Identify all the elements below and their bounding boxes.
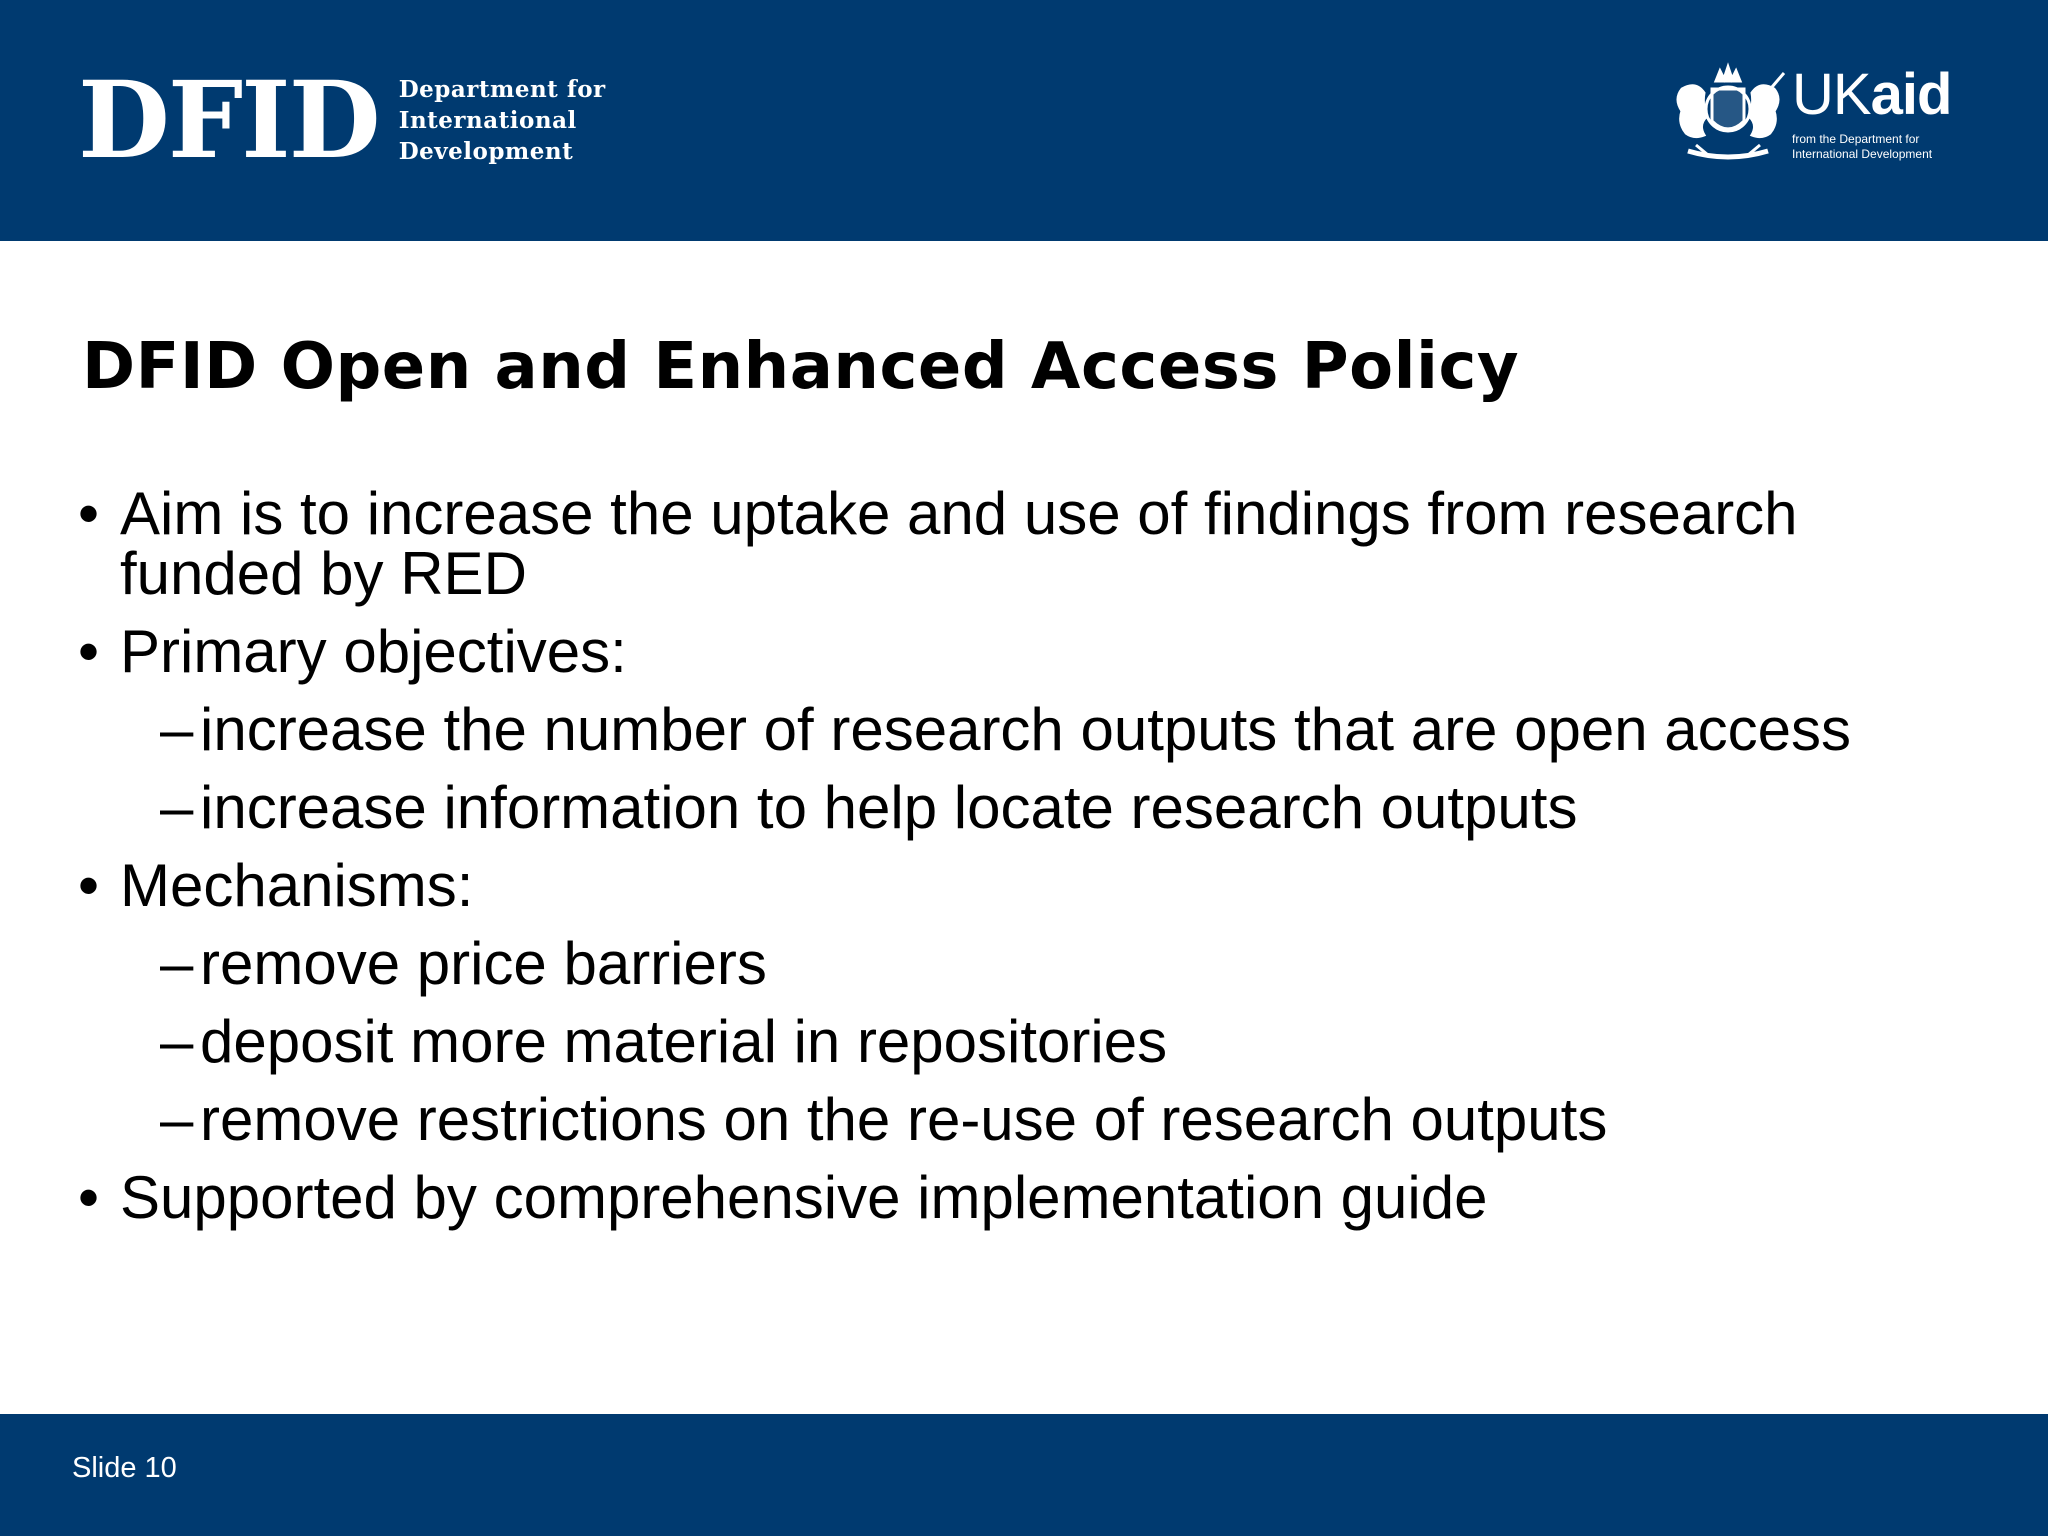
bullet-text: Supported by comprehensive implementation guide [120,1164,1488,1231]
bullet-marker: • [78,480,100,547]
slide-body [78,480,1978,1246]
sub-bullet-marker: – [160,696,194,763]
bullet-item [78,618,1978,685]
bullet-marker: • [78,852,100,919]
dfid-logo-subtitle-line: International [398,106,577,134]
dfid-logo-mark: DFID [78,57,379,182]
bullet-item [78,852,1978,919]
sub-bullet-marker: – [160,774,194,841]
sub-bullet-item [78,930,1978,997]
sub-bullet-marker: – [160,930,194,997]
sub-bullet-marker: – [160,1008,194,1075]
ukaid-logo-subtitle [1792,132,1951,162]
ukaid-logo [1668,58,1951,170]
bullet-text: Aim is to increase the uptake and use of findings from research funded by RED [120,480,1798,607]
ukaid-logo-subtitle-line: International Development [1792,147,1933,161]
sub-bullet-item [78,1008,1978,1075]
bullet-item [78,480,1978,607]
sub-bullet-marker: – [160,1086,194,1153]
dfid-logo [78,57,606,182]
sub-bullet-text: increase information to help locate research outputs [200,774,1578,841]
bullet-marker: • [78,1164,100,1231]
header-bar [0,0,2048,241]
dfid-logo-subtitle-line: Development [398,137,574,165]
footer-bar [0,1414,2048,1536]
sub-bullet-item [78,774,1978,841]
bullet-item [78,1164,1978,1231]
bullet-marker: • [78,618,100,685]
ukaid-logo-text [1792,62,1952,162]
dfid-logo-subtitle [399,74,606,167]
royal-coat-of-arms-icon [1668,59,1788,169]
sub-bullet-text: deposit more material in repositories [200,1008,1168,1075]
sub-bullet-text: increase the number of research outputs that are open access [200,696,1851,763]
sub-bullet-item [78,1086,1978,1153]
sub-bullet-text: remove restrictions on the re-use of research outputs [200,1086,1608,1153]
sub-bullet-text: remove price barriers [200,930,767,997]
bullet-text: Mechanisms: [120,852,474,919]
ukaid-wordmark-aid: aid [1870,62,1952,127]
bullet-text: Primary objectives: [120,618,627,685]
sub-bullet-item [78,696,1978,763]
slide-title: DFID Open and Enhanced Access Policy [82,330,1520,404]
ukaid-logo-subtitle-line: from the Department for [1792,132,1920,146]
ukaid-wordmark-uk: UK [1792,62,1871,127]
ukaid-wordmark [1792,62,1952,127]
dfid-logo-subtitle-line: Department for [398,75,606,103]
slide-number: Slide 10 [72,1452,177,1484]
